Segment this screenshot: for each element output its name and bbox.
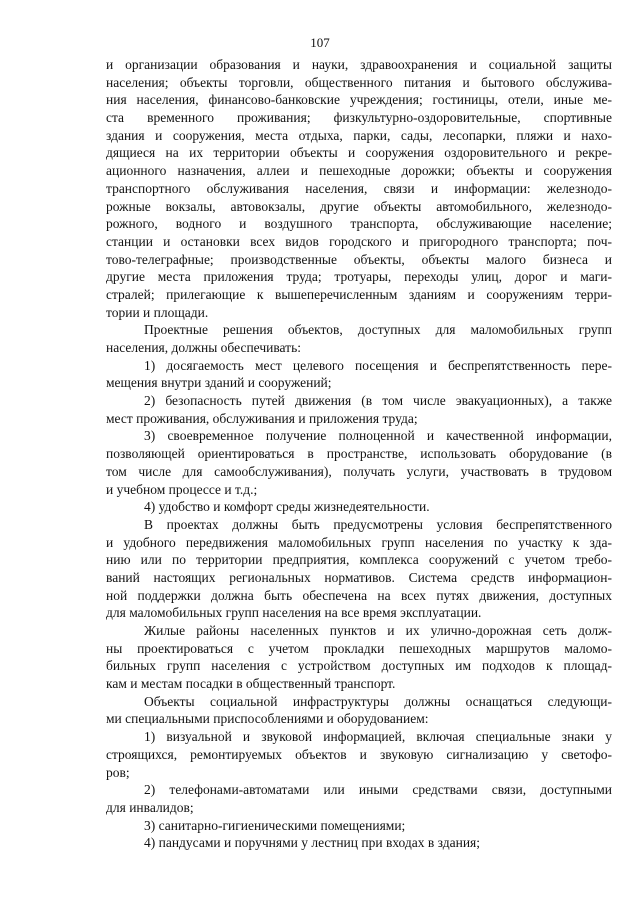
text-line: том числе для самообслуживания), получать услуги, участвовать в трудовом bbox=[106, 463, 612, 479]
text-line: для маломобильных групп населения на все время эксплуатации. bbox=[106, 605, 482, 621]
text-line: станции и остановки всех видов городского и пригородного транспорта; поч- bbox=[106, 233, 612, 249]
text-line: тории и площади. bbox=[106, 304, 209, 320]
text-line: и учебном процессе и т.д.; bbox=[106, 481, 258, 497]
text-line: населения, должны обеспечивать: bbox=[106, 340, 301, 355]
text-line: населения; объекты торговли, общественного питания и бытового обслужива- bbox=[106, 74, 612, 90]
text-line: ста временного проживания; физкультурно-оздоровительные, спортивные bbox=[106, 110, 612, 126]
text-line: транспортного обслуживания населения, связи и информации: железнодо- bbox=[106, 180, 612, 196]
text-line: ационного назначения, аллеи и пешеходные дорожки; объекты и сооружения bbox=[106, 163, 612, 179]
text-line: другие места приложения труда; тротуары, переходы улиц, дорог и маги- bbox=[106, 269, 612, 285]
text-line: ров; bbox=[106, 764, 130, 780]
text-line: 3) санитарно-гигиеническими помещениями; bbox=[144, 817, 406, 833]
text-line: 1) визуальной и звуковой информацией, включая специальные знаки у bbox=[144, 729, 612, 745]
text-line: мещения внутри зданий и сооружений; bbox=[106, 375, 332, 391]
text-line: ваний настоящих региональных нормативов. Система средств информацион- bbox=[106, 569, 612, 585]
text-line: 2) телефонами-автоматами или иными средствами связи, доступными bbox=[144, 782, 612, 798]
text-line: Объекты социальной инфраструктуры должны оснащаться следующи- bbox=[144, 693, 612, 709]
text-line: позволяющей ориентироваться в пространстве, использовать оборудование (в bbox=[106, 446, 612, 462]
text-line: рожного, водного и воздушного транспорта, обслуживающие население; bbox=[106, 216, 612, 232]
text-line: Жилые районы населенных пунктов и их улично-дорожная сеть долж- bbox=[144, 623, 612, 638]
text-line: бильных групп населения с устройством доступных им подходов к площад- bbox=[106, 658, 612, 674]
text-line: ми специальными приспособлениями и оборудованием: bbox=[106, 711, 429, 727]
text-line: рожные вокзалы, автовокзалы, другие объекты автомобильного, железнодо- bbox=[106, 198, 612, 214]
page-body-text bbox=[106, 56, 612, 852]
text-line: строящихся, ремонтируемых объектов и звуковую сигнализацию у светофо- bbox=[106, 746, 612, 762]
text-line: 3) своевременное получение полноценной и качественной информации, bbox=[144, 428, 612, 444]
text-line: 4) удобство и комфорт среды жизнедеятельности. bbox=[144, 499, 430, 515]
text-line: В проектах должны быть предусмотрены условия беспрепятственного bbox=[144, 516, 612, 532]
text-line: 4) пандусами и поручнями у лестниц при входах в здания; bbox=[144, 835, 481, 851]
text-line: ния населения, финансово-банковские учреждения; гостиницы, отели, иные ме- bbox=[106, 92, 612, 108]
text-line: и организации образования и науки, здравоохранения и социальной защиты bbox=[106, 57, 612, 72]
text-line: тово-телеграфные; производственные объекты, объекты малого бизнеса и bbox=[106, 251, 612, 267]
text-line: стралей; прилегающие к вышеперечисленным зданиям и сооружениям терри- bbox=[106, 286, 612, 302]
text-line: 1) досягаемость мест целевого посещения и беспрепятственность пере- bbox=[144, 357, 612, 373]
text-line: здания и сооружения, места отдыха, парки, сады, лесопарки, пляжи и нахо- bbox=[106, 127, 612, 143]
text-line: дящиеся на их территории объекты и сооружения оздоровительного и рекре- bbox=[106, 145, 612, 161]
text-line: для инвалидов; bbox=[106, 799, 194, 815]
text-line: ны проектироваться с учетом прокладки пешеходных маршрутов маломо- bbox=[106, 640, 612, 656]
text-line: кам и местам посадки в общественный транспорт. bbox=[106, 676, 396, 692]
text-line: 2) безопасность путей движения (в том числе эвакуационных), а также bbox=[144, 393, 612, 409]
page-number: 107 bbox=[310, 35, 330, 50]
text-line: нию или по территории предприятия, комплекса сооружений с учетом требо- bbox=[106, 552, 612, 568]
text-line: мест проживания, обслуживания и приложения труда; bbox=[106, 410, 418, 426]
text-line: и удобного передвижения маломобильных групп населения по участку к зда- bbox=[106, 534, 612, 550]
text-line: Проектные решения объектов, доступных для маломобильных групп bbox=[144, 322, 612, 338]
text-line: ной поддержки должна быть обеспечена на всех путях движения, доступных bbox=[106, 587, 612, 603]
